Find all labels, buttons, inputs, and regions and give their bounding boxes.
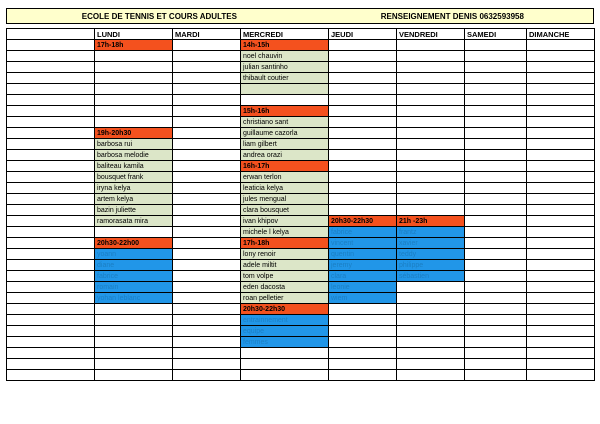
- table-cell: [397, 337, 465, 348]
- table-cell: teddy: [397, 249, 465, 260]
- table-cell: [329, 62, 397, 73]
- table-cell: [7, 304, 95, 315]
- table-cell: [7, 183, 95, 194]
- table-cell: [7, 40, 95, 51]
- table-cell: [527, 326, 595, 337]
- table-cell: [329, 139, 397, 150]
- table-cell: [173, 315, 241, 326]
- table-cell: [329, 128, 397, 139]
- table-cell: [465, 216, 527, 227]
- table-cell: [173, 238, 241, 249]
- table-cell: [527, 128, 595, 139]
- table-cell: romain: [95, 282, 173, 293]
- table-cell: michele l kelya: [241, 227, 329, 238]
- table-cell: [527, 205, 595, 216]
- table-row: [7, 51, 595, 62]
- table-cell: barbosa melodie: [95, 150, 173, 161]
- table-cell: [7, 194, 95, 205]
- table-cell: [465, 326, 527, 337]
- table-row: [7, 40, 595, 51]
- table-cell: [527, 150, 595, 161]
- table-cell: [173, 51, 241, 62]
- table-cell: [465, 337, 527, 348]
- table-cell: [465, 227, 527, 238]
- table-cell: [173, 260, 241, 271]
- table-cell: [527, 40, 595, 51]
- table-cell: [465, 205, 527, 216]
- table-cell: [397, 73, 465, 84]
- table-cell: [329, 117, 397, 128]
- table-cell: [7, 150, 95, 161]
- schedule-table: [6, 28, 595, 381]
- table-cell: [95, 51, 173, 62]
- table-cell: [7, 106, 95, 117]
- table-cell: [527, 51, 595, 62]
- table-cell: [465, 282, 527, 293]
- table-cell: baliteau kamila: [95, 161, 173, 172]
- table-cell: ramorasata mira: [95, 216, 173, 227]
- table-cell: [527, 139, 595, 150]
- table-cell: eden dacosta: [241, 282, 329, 293]
- table-row: [7, 84, 595, 95]
- table-cell: [7, 271, 95, 282]
- table-cell: adele miltit: [241, 260, 329, 271]
- table-row: [7, 150, 595, 161]
- table-cell: [527, 238, 595, 249]
- table-cell: [527, 161, 595, 172]
- table-cell: clara bousquet: [241, 205, 329, 216]
- table-cell: [465, 51, 527, 62]
- table-cell: [241, 359, 329, 370]
- table-row: [7, 216, 595, 227]
- table-cell: [397, 293, 465, 304]
- table-cell: [527, 183, 595, 194]
- table-cell: [465, 249, 527, 260]
- table-cell: [397, 117, 465, 128]
- table-cell: [465, 117, 527, 128]
- column-header-lundi: LUNDI: [95, 29, 173, 40]
- table-cell: [173, 337, 241, 348]
- table-cell: [7, 51, 95, 62]
- table-cell: wiem: [329, 293, 397, 304]
- table-cell: [173, 216, 241, 227]
- table-cell: 17h-18h: [241, 238, 329, 249]
- table-cell: [527, 172, 595, 183]
- table-cell: [397, 161, 465, 172]
- table-cell: [527, 194, 595, 205]
- table-cell: entrainnement: [241, 315, 329, 326]
- table-cell: [465, 172, 527, 183]
- table-cell: [329, 161, 397, 172]
- table-cell: [465, 238, 527, 249]
- table-cell: [465, 304, 527, 315]
- table-cell: [465, 348, 527, 359]
- table-row: [7, 106, 595, 117]
- table-cell: [7, 139, 95, 150]
- table-cell: jules mengual: [241, 194, 329, 205]
- table-cell: [465, 194, 527, 205]
- table-cell: [465, 139, 527, 150]
- table-cell: leaticia kelya: [241, 183, 329, 194]
- table-cell: [7, 172, 95, 183]
- table-cell: [397, 106, 465, 117]
- table-cell: liam gilbert: [241, 139, 329, 150]
- table-cell: iryna kelya: [95, 183, 173, 194]
- table-cell: artem kelya: [95, 194, 173, 205]
- table-cell: [397, 282, 465, 293]
- table-cell: [173, 194, 241, 205]
- table-cell: [7, 62, 95, 73]
- table-cell: [527, 271, 595, 282]
- table-cell: [329, 150, 397, 161]
- table-cell: [527, 95, 595, 106]
- column-header-samedi: SAMEDI: [465, 29, 527, 40]
- table-cell: 20h30-22h00: [95, 238, 173, 249]
- table-cell: [7, 359, 95, 370]
- table-cell: [465, 293, 527, 304]
- table-row: [7, 227, 595, 238]
- table-cell: [173, 128, 241, 139]
- table-cell: yoann: [95, 249, 173, 260]
- table-row: [7, 183, 595, 194]
- table-cell: [465, 128, 527, 139]
- table-cell: [95, 337, 173, 348]
- table-cell: [173, 282, 241, 293]
- table-cell: [173, 359, 241, 370]
- table-cell: christiano sant: [241, 117, 329, 128]
- table-cell: 17h-18h: [95, 40, 173, 51]
- table-cell: [95, 348, 173, 359]
- table-cell: roan pelletier: [241, 293, 329, 304]
- table-cell: [7, 326, 95, 337]
- table-cell: [173, 205, 241, 216]
- table-cell: [95, 84, 173, 95]
- table-cell: 20h30-22h30: [329, 216, 397, 227]
- table-row: [7, 194, 595, 205]
- table-cell: [241, 348, 329, 359]
- table-cell: [173, 139, 241, 150]
- table-cell: [173, 150, 241, 161]
- table-row: [7, 95, 595, 106]
- table-cell: [527, 227, 595, 238]
- table-cell: [397, 315, 465, 326]
- table-cell: [397, 172, 465, 183]
- table-row: [7, 161, 595, 172]
- table-cell: [527, 84, 595, 95]
- table-cell: [397, 304, 465, 315]
- table-cell: fabrice: [95, 271, 173, 282]
- table-row: [7, 172, 595, 183]
- table-cell: [329, 183, 397, 194]
- table-cell: [241, 84, 329, 95]
- table-cell: quentin: [329, 249, 397, 260]
- table-cell: [329, 348, 397, 359]
- table-cell: [95, 62, 173, 73]
- table-cell: [241, 95, 329, 106]
- table-cell: tom volpe: [241, 271, 329, 282]
- table-cell: [7, 260, 95, 271]
- title-bar: [6, 8, 594, 24]
- column-header-dimanche: DIMANCHE: [527, 29, 595, 40]
- column-header-mardi: MARDI: [173, 29, 241, 40]
- table-cell: [465, 183, 527, 194]
- table-cell: [527, 370, 595, 381]
- table-cell: [465, 40, 527, 51]
- table-cell: [7, 84, 95, 95]
- table-cell: [173, 161, 241, 172]
- table-cell: [329, 172, 397, 183]
- table-cell: [329, 194, 397, 205]
- table-cell: [465, 150, 527, 161]
- table-cell: [329, 359, 397, 370]
- table-cell: [527, 249, 595, 260]
- table-cell: [7, 161, 95, 172]
- table-cell: guillaume cazorla: [241, 128, 329, 139]
- table-cell: 15h-16h: [241, 106, 329, 117]
- table-cell: [527, 62, 595, 73]
- table-body: [7, 40, 595, 381]
- column-header-vendredi: VENDREDI: [397, 29, 465, 40]
- table-cell: [7, 282, 95, 293]
- table-cell: [397, 128, 465, 139]
- table-cell: [7, 95, 95, 106]
- table-cell: [173, 304, 241, 315]
- table-cell: thibault coutier: [241, 73, 329, 84]
- table-cell: [527, 282, 595, 293]
- table-row: [7, 348, 595, 359]
- table-cell: [465, 84, 527, 95]
- table-row: [7, 128, 595, 139]
- table-cell: [329, 337, 397, 348]
- table-row: [7, 249, 595, 260]
- table-cell: [465, 315, 527, 326]
- table-row: [7, 315, 595, 326]
- table-cell: [173, 293, 241, 304]
- table-row: [7, 337, 595, 348]
- table-cell: [7, 348, 95, 359]
- table-cell: 19h-20h30: [95, 128, 173, 139]
- table-cell: [465, 370, 527, 381]
- table-cell: [527, 348, 595, 359]
- table-cell: jeremy: [329, 260, 397, 271]
- table-cell: [95, 95, 173, 106]
- table-cell: andrea orazi: [241, 150, 329, 161]
- table-cell: 20h30-22h30: [241, 304, 329, 315]
- table-row: [7, 117, 595, 128]
- table-cell: [173, 183, 241, 194]
- table-row: [7, 205, 595, 216]
- table-cell: [329, 205, 397, 216]
- table-cell: [7, 337, 95, 348]
- table-cell: [465, 359, 527, 370]
- table-row: [7, 271, 595, 282]
- table-cell: [7, 293, 95, 304]
- table-cell: [7, 249, 95, 260]
- table-cell: [95, 326, 173, 337]
- table-cell: [7, 370, 95, 381]
- table-cell: [397, 51, 465, 62]
- table-row: [7, 293, 595, 304]
- table-row: [7, 304, 595, 315]
- table-cell: [173, 271, 241, 282]
- table-cell: [7, 238, 95, 249]
- table-cell: sébastien: [397, 271, 465, 282]
- table-cell: barbosa rui: [95, 139, 173, 150]
- table-cell: [527, 315, 595, 326]
- table-cell: bazin juliette: [95, 205, 173, 216]
- table-row: [7, 73, 595, 84]
- page-title: ECOLE DE TENNIS ET COURS ADULTES: [81, 11, 237, 21]
- table-cell: noel chauvin: [241, 51, 329, 62]
- table-cell: [397, 205, 465, 216]
- table-cell: equipe: [241, 326, 329, 337]
- table-cell: [465, 260, 527, 271]
- table-cell: 21h -23h: [397, 216, 465, 227]
- table-cell: [397, 348, 465, 359]
- table-cell: [527, 117, 595, 128]
- table-cell: [95, 370, 173, 381]
- table-row: [7, 238, 595, 249]
- table-cell: [397, 359, 465, 370]
- table-cell: [465, 95, 527, 106]
- table-cell: [465, 161, 527, 172]
- table-cell: [173, 73, 241, 84]
- table-cell: [397, 84, 465, 95]
- table-cell: xavier: [397, 238, 465, 249]
- table-cell: philippe: [397, 260, 465, 271]
- table-cell: [329, 370, 397, 381]
- table-cell: julian santinho: [241, 62, 329, 73]
- table-cell: [173, 370, 241, 381]
- table-cell: [329, 106, 397, 117]
- table-cell: [173, 326, 241, 337]
- table-row: [7, 282, 595, 293]
- table-cell: [397, 370, 465, 381]
- table-row: [7, 139, 595, 150]
- table-cell: [173, 84, 241, 95]
- table-cell: [527, 337, 595, 348]
- table-cell: [397, 150, 465, 161]
- table-cell: [7, 117, 95, 128]
- table-cell: bousquet frank: [95, 172, 173, 183]
- table-cell: femmes: [241, 337, 329, 348]
- table-cell: [7, 73, 95, 84]
- table-cell: [465, 271, 527, 282]
- table-cell: [7, 128, 95, 139]
- contact-info: RENSEIGNEMENT DENIS 0632593958: [380, 11, 524, 21]
- table-cell: [329, 51, 397, 62]
- table-cell: yohan leblanc: [95, 293, 173, 304]
- table-cell: [465, 106, 527, 117]
- table-cell: [397, 326, 465, 337]
- table-cell: [7, 205, 95, 216]
- table-cell: [397, 183, 465, 194]
- table-row: [7, 359, 595, 370]
- table-cell: [397, 194, 465, 205]
- table-cell: [95, 315, 173, 326]
- table-cell: [397, 40, 465, 51]
- table-cell: [173, 348, 241, 359]
- table-cell: clara: [329, 271, 397, 282]
- table-cell: [173, 95, 241, 106]
- table-cell: diane: [95, 260, 173, 271]
- table-row: [7, 370, 595, 381]
- table-cell: [329, 315, 397, 326]
- table-cell: lony renoir: [241, 249, 329, 260]
- table-cell: [173, 62, 241, 73]
- table-row: [7, 62, 595, 73]
- table-cell: [7, 315, 95, 326]
- table-cell: [173, 117, 241, 128]
- table-cell: fabrice: [329, 227, 397, 238]
- table-cell: [527, 304, 595, 315]
- table-cell: [95, 227, 173, 238]
- table-cell: [95, 304, 173, 315]
- table-cell: 14h-15h: [241, 40, 329, 51]
- table-row: [7, 326, 595, 337]
- table-cell: [95, 359, 173, 370]
- table-cell: [397, 95, 465, 106]
- table-cell: 16h-17h: [241, 161, 329, 172]
- table-cell: [173, 106, 241, 117]
- table-cell: [329, 84, 397, 95]
- table-cell: frantz: [397, 227, 465, 238]
- table-header-row: [7, 29, 595, 40]
- table-cell: [527, 293, 595, 304]
- table-row: [7, 260, 595, 271]
- table-cell: vincent: [329, 238, 397, 249]
- table-cell: [329, 73, 397, 84]
- table-cell: [241, 370, 329, 381]
- table-cell: erwan terlon: [241, 172, 329, 183]
- table-cell: leonie: [329, 282, 397, 293]
- table-cell: [527, 73, 595, 84]
- table-cell: [465, 62, 527, 73]
- column-header-jeudi: JEUDI: [329, 29, 397, 40]
- table-cell: [95, 106, 173, 117]
- table-cell: [7, 227, 95, 238]
- table-cell: [173, 40, 241, 51]
- table-cell: [329, 326, 397, 337]
- table-cell: [527, 359, 595, 370]
- table-cell: [95, 117, 173, 128]
- table-cell: [173, 227, 241, 238]
- table-cell: [527, 260, 595, 271]
- table-cell: ivan khipov: [241, 216, 329, 227]
- table-cell: [465, 73, 527, 84]
- table-cell: [329, 95, 397, 106]
- table-cell: [527, 216, 595, 227]
- table-cell: [173, 249, 241, 260]
- table-cell: [7, 216, 95, 227]
- table-cell: [397, 139, 465, 150]
- table-cell: [95, 73, 173, 84]
- table-cell: [329, 304, 397, 315]
- table-cell: [527, 106, 595, 117]
- column-header-blank: [7, 29, 95, 40]
- table-cell: [329, 40, 397, 51]
- table-cell: [173, 172, 241, 183]
- column-header-mercredi: MERCREDI: [241, 29, 329, 40]
- table-cell: [397, 62, 465, 73]
